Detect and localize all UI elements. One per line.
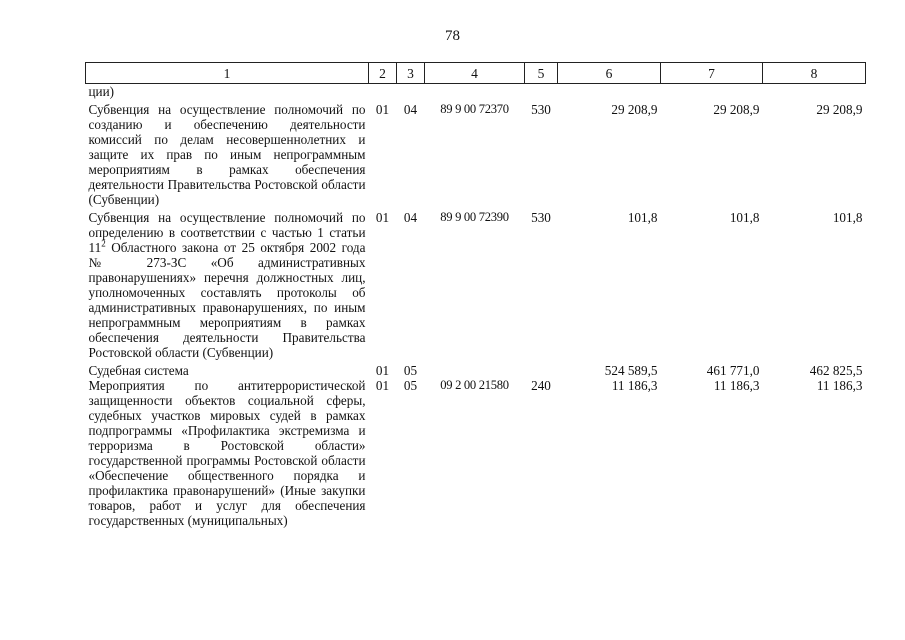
section-code: 01 (375, 102, 390, 117)
col-header-1: 1 (86, 63, 369, 84)
col-header-4: 4 (425, 63, 525, 84)
section-code: 01 (375, 363, 390, 378)
table-row (86, 84, 866, 100)
expense-type-code: 240 (531, 378, 551, 393)
amount-col-6: 101,8 (627, 210, 658, 225)
section-code: 01 (375, 210, 390, 225)
expense-type-code: 530 (531, 210, 551, 225)
header-row (86, 63, 866, 84)
amount-col-7: 11 186,3 (713, 378, 760, 393)
row-description (86, 207, 369, 360)
amount-col-8: 101,8 (832, 210, 863, 225)
amount-col-8: 11 186,3 (816, 378, 863, 393)
table-row (86, 99, 866, 207)
row-description-part: Субвенция на осуществление полномочий по определению в соответствии с частью 1 статьи 11 (88, 210, 366, 255)
target-article-code: 09 2 00 21580 (440, 378, 509, 392)
amount-col-8: 462 825,5 (809, 363, 863, 378)
target-article-code: 89 9 00 72390 (440, 210, 509, 224)
row-description-part: Областного закона от 25 октября 2002 года № 273-ЗС «Об административных правонарушениях» перечня должностных лиц, уполномоченных составлять протоколы об административных правонарушениях, по иным непрограммным мероприятиям в рамках обеспечения деятельности Правительства Ростовской области (Субвенции) (88, 240, 366, 360)
target-article-code (425, 360, 525, 378)
subsection-code: 05 (403, 378, 418, 393)
subsection-code: 05 (403, 363, 418, 378)
table-row (86, 378, 866, 528)
superscript: 2 (101, 238, 106, 249)
subsection-code: 04 (403, 102, 418, 117)
table-row (86, 207, 866, 360)
col-header-8: 8 (763, 63, 866, 84)
row-description: Субвенция на осуществление полномочий по созданию и обеспечению деятельности комиссий по делам несовершеннолетних и защите их прав по иным непрограммным мероприятиям в рамках обеспечения деятельности Правительства Ростовской области (Субвенции) (88, 102, 366, 207)
amount-col-6: 11 186,3 (611, 378, 658, 393)
expense-type-code (525, 360, 558, 378)
expense-type-code: 530 (531, 102, 551, 117)
row-description: Мероприятия по антитеррористической защищенности объектов социальной сферы, судебных участков мировых судей в рамках подпрограммы «Профилактика экстремизма и терроризма в Ростовской области» государственной программы Ростовской области «Обеспечение общественного порядка и профилактика правонарушений» (Иные закупки товаров, работ и услуг для обеспечения государственных (муниципальных) (88, 378, 366, 528)
amount-col-6: 29 208,9 (611, 102, 658, 117)
section-code: 01 (375, 378, 390, 393)
amount-col-7: 461 771,0 (706, 363, 760, 378)
amount-col-6: 524 589,5 (604, 363, 658, 378)
col-header-7: 7 (661, 63, 763, 84)
target-article-code: 89 9 00 72370 (440, 102, 509, 116)
col-header-3: 3 (397, 63, 425, 84)
row-description: Судебная система (88, 363, 189, 378)
col-header-2: 2 (369, 63, 397, 84)
row-description: ции) (88, 84, 115, 99)
amount-col-7: 101,8 (729, 210, 760, 225)
col-header-6: 6 (558, 63, 661, 84)
amount-col-8: 29 208,9 (816, 102, 863, 117)
budget-table (85, 62, 866, 528)
amount-col-7: 29 208,9 (713, 102, 760, 117)
subsection-code: 04 (403, 210, 418, 225)
col-header-5: 5 (525, 63, 558, 84)
table-row (86, 360, 866, 378)
page-number: 78 (445, 28, 460, 44)
